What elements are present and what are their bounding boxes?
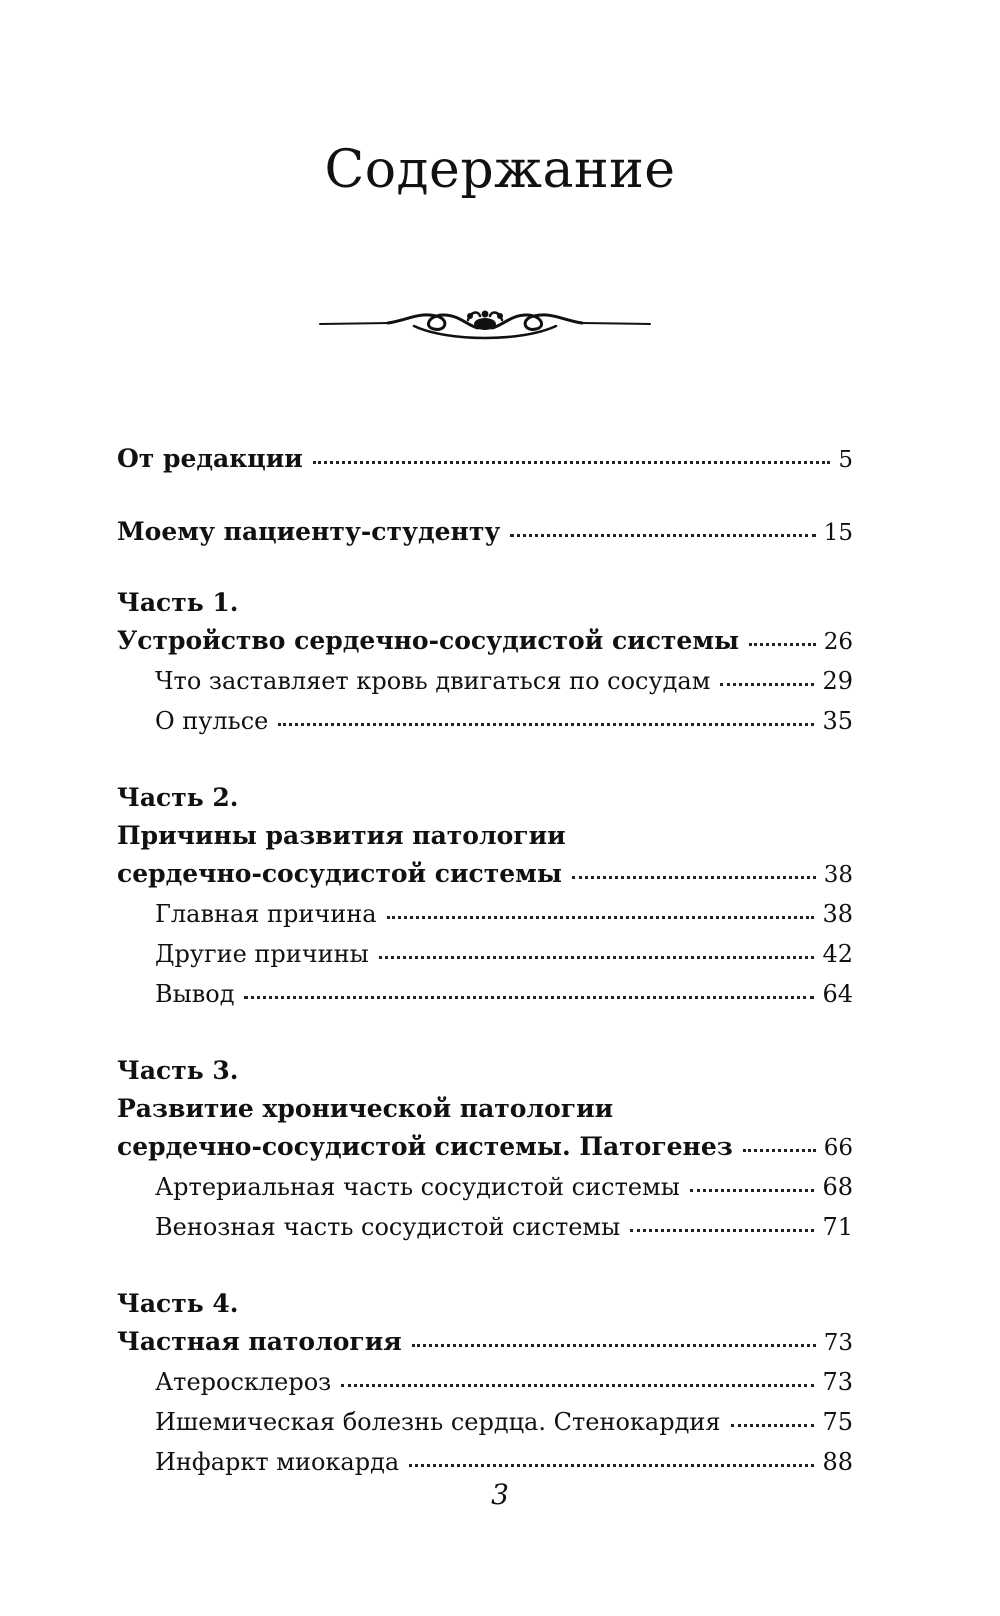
- part-2-heading: Часть 2.: [117, 783, 239, 812]
- toc-subentry[interactable]: [117, 701, 853, 741]
- dot-leader: [690, 1189, 815, 1192]
- toc-page-number: 26: [823, 629, 853, 655]
- toc-subentry[interactable]: [117, 1207, 853, 1247]
- toc-page-number: 5: [838, 447, 853, 473]
- toc-entry-part-2[interactable]: [117, 855, 853, 894]
- toc-subentry[interactable]: [117, 974, 853, 1014]
- toc-entry-part-4[interactable]: [117, 1323, 853, 1362]
- toc-page-number: 68: [822, 1173, 853, 1201]
- dot-leader: [409, 1464, 814, 1467]
- dot-leader: [379, 956, 815, 959]
- dot-leader: [278, 723, 814, 726]
- toc-page-number: 64: [822, 980, 853, 1008]
- toc-entry-label: Моему пациенту-студенту: [117, 517, 501, 546]
- dot-leader: [387, 916, 815, 919]
- toc-entry-label: Инфаркт миокарда: [155, 1448, 400, 1476]
- toc-page-number: 71: [822, 1213, 853, 1241]
- toc-entry-label: Артериальная часть сосудистой системы: [155, 1173, 680, 1201]
- dot-leader: [510, 534, 815, 537]
- part-3-heading: Часть 3.: [117, 1056, 239, 1085]
- toc-entry-label: Ишемическая болезнь сердца. Стенокардия: [155, 1408, 721, 1436]
- dot-leader: [341, 1384, 814, 1387]
- dot-leader: [749, 643, 816, 646]
- toc-page-number: 42: [822, 940, 853, 968]
- toc-entry-editorial[interactable]: [117, 440, 853, 479]
- toc-subentry[interactable]: [117, 1402, 853, 1442]
- toc-entry-label: Главная причина: [155, 900, 377, 928]
- page-title: Содержание: [324, 140, 676, 200]
- toc-subentry[interactable]: [117, 894, 853, 934]
- toc-subentry[interactable]: [117, 661, 853, 701]
- table-of-contents: [117, 440, 853, 1482]
- toc-subentry[interactable]: [117, 1442, 853, 1482]
- dot-leader: [743, 1149, 816, 1152]
- dot-leader: [313, 461, 831, 464]
- toc-subentry[interactable]: [117, 1167, 853, 1207]
- toc-subentry[interactable]: [117, 1362, 853, 1402]
- toc-entry-part-1[interactable]: [117, 622, 853, 661]
- toc-entry-label: Вывод: [155, 980, 235, 1008]
- part-1-heading: Часть 1.: [117, 588, 239, 617]
- flourish-ornament-icon: [318, 302, 652, 344]
- toc-page-number: 38: [822, 900, 853, 928]
- part-4-heading: Часть 4.: [117, 1289, 239, 1318]
- toc-entry-label: От редакции: [117, 444, 303, 473]
- dot-leader: [244, 996, 814, 999]
- toc-page-number: 15: [823, 520, 853, 546]
- toc-entry-label: О пульсе: [155, 707, 269, 735]
- toc-entry-label: Венозная часть сосудистой системы: [155, 1213, 621, 1241]
- toc-page-number: 35: [822, 707, 853, 735]
- dot-leader: [572, 876, 816, 879]
- dot-leader: [720, 683, 814, 686]
- toc-entry-label: Устройство сердечно-сосудистой системы: [117, 626, 740, 655]
- dot-leader: [412, 1344, 816, 1347]
- toc-page-number: 66: [823, 1135, 853, 1161]
- toc-entry-label: Что заставляет кровь двигаться по сосудам: [155, 667, 711, 695]
- toc-page-number: 38: [823, 862, 853, 888]
- toc-subentry[interactable]: [117, 934, 853, 974]
- toc-entry-label: Атеросклероз: [155, 1368, 332, 1396]
- page-number: 3: [491, 1478, 509, 1511]
- toc-page-number: 75: [822, 1408, 853, 1436]
- dot-leader: [630, 1229, 814, 1232]
- part-3-title-line: Развитие хронической патологии: [117, 1094, 614, 1123]
- toc-entry-label: Другие причины: [155, 940, 369, 968]
- toc-entry-to-patient-student[interactable]: [117, 513, 853, 552]
- toc-page-number: 73: [822, 1368, 853, 1396]
- toc-page-number: 88: [822, 1448, 853, 1476]
- toc-entry-label: сердечно-сосудистой системы. Патогенез: [117, 1132, 733, 1161]
- toc-entry-label: сердечно-сосудистой системы: [117, 859, 562, 888]
- toc-page-number: 29: [822, 667, 853, 695]
- toc-entry-label: Частная патология: [117, 1327, 402, 1356]
- toc-page-number: 73: [823, 1330, 853, 1356]
- dot-leader: [731, 1424, 815, 1427]
- part-2-title-line: Причины развития патологии: [117, 821, 566, 850]
- toc-entry-part-3[interactable]: [117, 1128, 853, 1167]
